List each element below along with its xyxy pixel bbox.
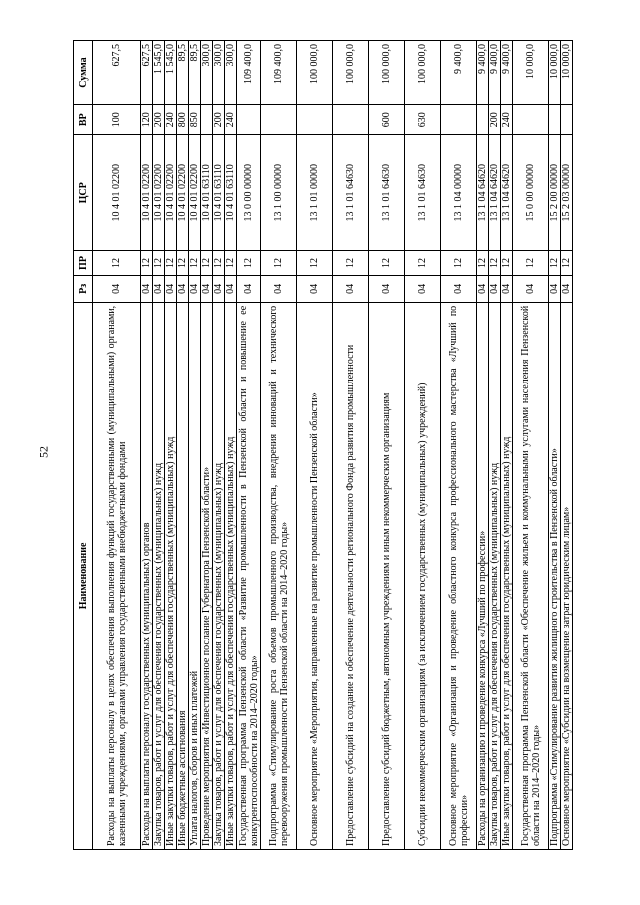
row-name: Предоставление субсидий бюджетным, автономным учреждениям и иным некоммерческим организациям xyxy=(369,302,405,849)
header-pr: ПР xyxy=(74,251,93,276)
row-name: Предоставление субсидий на создание и обеспечение деятельности регионального Фонда развития промышленности xyxy=(333,302,369,849)
row-sum: 9 400,0 xyxy=(489,41,501,105)
row-pr: 12 xyxy=(93,251,141,276)
row-pr: 12 xyxy=(153,251,165,276)
row-name: Уплата налогов, сборов и иных платежей xyxy=(189,302,201,849)
row-csr: 15 2 03 00000 xyxy=(561,135,573,251)
row-rz: 04 xyxy=(201,275,213,302)
row-name: Государственная программа Пензенской области «Обеспечение жильем и коммунальными услугами населения Пензенской области на 2014–2020 годы» xyxy=(513,302,549,849)
header-csr: ЦСР xyxy=(74,135,93,251)
table-row xyxy=(93,41,141,850)
row-csr: 13 1 04 64620 xyxy=(477,135,489,251)
row-vr xyxy=(333,105,369,135)
table-row xyxy=(141,41,153,850)
row-vr: 630 xyxy=(405,105,441,135)
row-vr xyxy=(549,105,561,135)
row-name: Расходы на выплаты персоналу государственных (муниципальных) органов xyxy=(141,302,153,849)
row-pr: 12 xyxy=(201,251,213,276)
row-rz: 04 xyxy=(477,275,489,302)
row-csr: 13 1 04 64620 xyxy=(501,135,513,251)
row-vr: 200 xyxy=(489,105,501,135)
table-row xyxy=(441,41,477,850)
row-pr: 12 xyxy=(141,251,153,276)
row-rz: 04 xyxy=(513,275,549,302)
row-rz: 04 xyxy=(369,275,405,302)
row-csr: 13 1 00 00000 xyxy=(261,135,297,251)
row-vr: 240 xyxy=(501,105,513,135)
row-pr: 12 xyxy=(177,251,189,276)
row-rz: 04 xyxy=(141,275,153,302)
budget-table xyxy=(73,40,573,850)
row-vr xyxy=(237,105,261,135)
header-sum: Сумма xyxy=(74,41,93,105)
row-csr: 10 4 01 02200 xyxy=(93,135,141,251)
header-name: Наименование xyxy=(74,302,93,849)
row-pr: 12 xyxy=(297,251,333,276)
table-row xyxy=(561,41,573,850)
row-vr xyxy=(201,105,213,135)
row-rz: 04 xyxy=(561,275,573,302)
row-sum: 100 000,0 xyxy=(333,41,369,105)
header-rz: Рз xyxy=(74,275,93,302)
page-number: 52 xyxy=(36,446,51,458)
row-name: Закупка товаров, работ и услуг для обеспечения государственных (муниципальных) нужд xyxy=(489,302,501,849)
row-vr: 120 xyxy=(141,105,153,135)
row-sum: 89,5 xyxy=(177,41,189,105)
row-rz: 04 xyxy=(177,275,189,302)
row-name: Иные бюджетные ассигнования xyxy=(177,302,189,849)
row-name: Закупка товаров, работ и услуг для обеспечения государственных (муниципальных) нужд xyxy=(153,302,165,849)
table-row xyxy=(165,41,177,850)
row-pr: 12 xyxy=(489,251,501,276)
table-row xyxy=(153,41,165,850)
table-row xyxy=(513,41,549,850)
row-sum: 109 400,0 xyxy=(237,41,261,105)
row-csr: 10 4 01 63110 xyxy=(213,135,225,251)
row-sum: 300,0 xyxy=(201,41,213,105)
row-name: Подпрограмма «Стимулирование развития жилищного строительства в Пензенской области» xyxy=(549,302,561,849)
row-sum: 9 400,0 xyxy=(441,41,477,105)
row-sum: 10 000,0 xyxy=(549,41,561,105)
table-body xyxy=(93,41,573,850)
row-rz: 04 xyxy=(237,275,261,302)
row-sum: 627,5 xyxy=(93,41,141,105)
row-pr: 12 xyxy=(261,251,297,276)
row-csr: 13 1 01 64630 xyxy=(405,135,441,251)
table-row xyxy=(261,41,297,850)
table-row xyxy=(189,41,201,850)
row-vr: 240 xyxy=(165,105,177,135)
row-rz: 04 xyxy=(213,275,225,302)
row-csr: 13 1 04 00000 xyxy=(441,135,477,251)
header-vr: ВР xyxy=(74,105,93,135)
row-name: Субсидии некоммерческим организациям (за исключением государственных (муниципальных) учреждений) xyxy=(405,302,441,849)
row-rz: 04 xyxy=(153,275,165,302)
row-pr: 12 xyxy=(477,251,489,276)
row-name: Основное мероприятие «Мероприятия, направленные на развитие промышленности Пензенской области» xyxy=(297,302,333,849)
row-csr: 13 1 01 64630 xyxy=(369,135,405,251)
row-sum: 1 545,0 xyxy=(165,41,177,105)
row-name: Иные закупки товаров, работ и услуг для обеспечения государственных (муниципальных) нужд xyxy=(165,302,177,849)
row-rz: 04 xyxy=(225,275,237,302)
row-name: Иные закупки товаров, работ и услуг для обеспечения государственных (муниципальных) нужд xyxy=(225,302,237,849)
row-vr: 100 xyxy=(93,105,141,135)
table-row xyxy=(213,41,225,850)
row-pr: 12 xyxy=(369,251,405,276)
row-csr: 15 0 00 00000 xyxy=(513,135,549,251)
row-pr: 12 xyxy=(441,251,477,276)
row-csr: 10 4 01 02200 xyxy=(153,135,165,251)
row-pr: 12 xyxy=(237,251,261,276)
row-sum: 100 000,0 xyxy=(369,41,405,105)
row-pr: 12 xyxy=(513,251,549,276)
row-csr: 10 4 01 02200 xyxy=(141,135,153,251)
row-csr: 15 2 00 00000 xyxy=(549,135,561,251)
row-rz: 04 xyxy=(501,275,513,302)
row-pr: 12 xyxy=(333,251,369,276)
row-csr: 13 1 01 64630 xyxy=(333,135,369,251)
row-rz: 04 xyxy=(405,275,441,302)
row-name: Расходы на выплаты персоналу в целях обеспечения выполнения функций государственными (муниципальными) органами, казенными учреждениями, органами управления государственными внебюджетными фондами xyxy=(93,302,141,849)
row-pr: 12 xyxy=(501,251,513,276)
table-row xyxy=(489,41,501,850)
row-csr: 10 4 01 02200 xyxy=(189,135,201,251)
row-vr xyxy=(297,105,333,135)
row-rz: 04 xyxy=(165,275,177,302)
row-sum: 89,5 xyxy=(189,41,201,105)
row-vr: 240 xyxy=(225,105,237,135)
row-vr: 600 xyxy=(369,105,405,135)
row-pr: 12 xyxy=(405,251,441,276)
row-pr: 12 xyxy=(561,251,573,276)
row-name: Подпрограмма «Стимулирование роста объемов промышленного производства, внедрения инноваций и технического перевооружения промышленности Пензенской области на 2014–2020 годы» xyxy=(261,302,297,849)
row-csr: 10 4 01 63110 xyxy=(201,135,213,251)
row-rz: 04 xyxy=(549,275,561,302)
table-row xyxy=(405,41,441,850)
row-rz: 04 xyxy=(489,275,501,302)
row-pr: 12 xyxy=(213,251,225,276)
table-row xyxy=(237,41,261,850)
row-sum: 300,0 xyxy=(213,41,225,105)
row-name: Основное мероприятие «Организация и проведение областного конкурса профессионального мастерства «Лучший по профессии» xyxy=(441,302,477,849)
row-vr: 850 xyxy=(189,105,201,135)
row-vr: 800 xyxy=(177,105,189,135)
table-header-row xyxy=(74,41,93,850)
row-rz: 04 xyxy=(93,275,141,302)
row-sum: 627,5 xyxy=(141,41,153,105)
row-rz: 04 xyxy=(189,275,201,302)
row-csr: 10 4 01 63110 xyxy=(225,135,237,251)
row-sum: 109 400,0 xyxy=(261,41,297,105)
row-vr xyxy=(441,105,477,135)
row-name: Расходы на организацию и проведение конкурса «Лучший по профессии» xyxy=(477,302,489,849)
row-name: Закупка товаров, работ и услуг для обеспечения государственных (муниципальных) нужд xyxy=(213,302,225,849)
row-vr: 200 xyxy=(153,105,165,135)
row-csr: 13 1 01 00000 xyxy=(297,135,333,251)
table-row xyxy=(201,41,213,850)
row-rz: 04 xyxy=(261,275,297,302)
row-vr xyxy=(561,105,573,135)
row-vr xyxy=(513,105,549,135)
row-sum: 300,0 xyxy=(225,41,237,105)
row-vr xyxy=(261,105,297,135)
row-sum: 9 400,0 xyxy=(501,41,513,105)
row-sum: 9 400,0 xyxy=(477,41,489,105)
row-sum: 100 000,0 xyxy=(405,41,441,105)
table-row xyxy=(225,41,237,850)
table-row xyxy=(333,41,369,850)
row-pr: 12 xyxy=(549,251,561,276)
row-rz: 04 xyxy=(333,275,369,302)
row-vr xyxy=(477,105,489,135)
table-row xyxy=(501,41,513,850)
row-csr: 13 0 00 00000 xyxy=(237,135,261,251)
row-vr: 200 xyxy=(213,105,225,135)
row-name: Основное мероприятие «Субсидии на возмещение затрат юридическим лицам» xyxy=(561,302,573,849)
row-pr: 12 xyxy=(225,251,237,276)
row-sum: 100 000,0 xyxy=(297,41,333,105)
row-name: Государственная программа Пензенской области «Развитие промышленности в Пензенской области и повышение ее конкурентоспособности на 2014–2020 годы» xyxy=(237,302,261,849)
row-csr: 13 1 04 64620 xyxy=(489,135,501,251)
row-csr: 10 4 01 02200 xyxy=(165,135,177,251)
row-name: Проведение мероприятия «Инвестиционное послание Губернатора Пензенской области» xyxy=(201,302,213,849)
row-sum: 10 000,0 xyxy=(513,41,549,105)
rotated-table-container xyxy=(73,40,583,850)
row-pr: 12 xyxy=(189,251,201,276)
row-pr: 12 xyxy=(165,251,177,276)
table-row xyxy=(549,41,561,850)
table-row xyxy=(477,41,489,850)
table-row xyxy=(177,41,189,850)
row-name: Иные закупки товаров, работ и услуг для обеспечения государственных (муниципальных) нужд xyxy=(501,302,513,849)
row-csr: 10 4 01 02200 xyxy=(177,135,189,251)
row-sum: 1 545,0 xyxy=(153,41,165,105)
row-sum: 10 000,0 xyxy=(561,41,573,105)
table-row xyxy=(369,41,405,850)
table-row xyxy=(297,41,333,850)
row-rz: 04 xyxy=(441,275,477,302)
row-rz: 04 xyxy=(297,275,333,302)
